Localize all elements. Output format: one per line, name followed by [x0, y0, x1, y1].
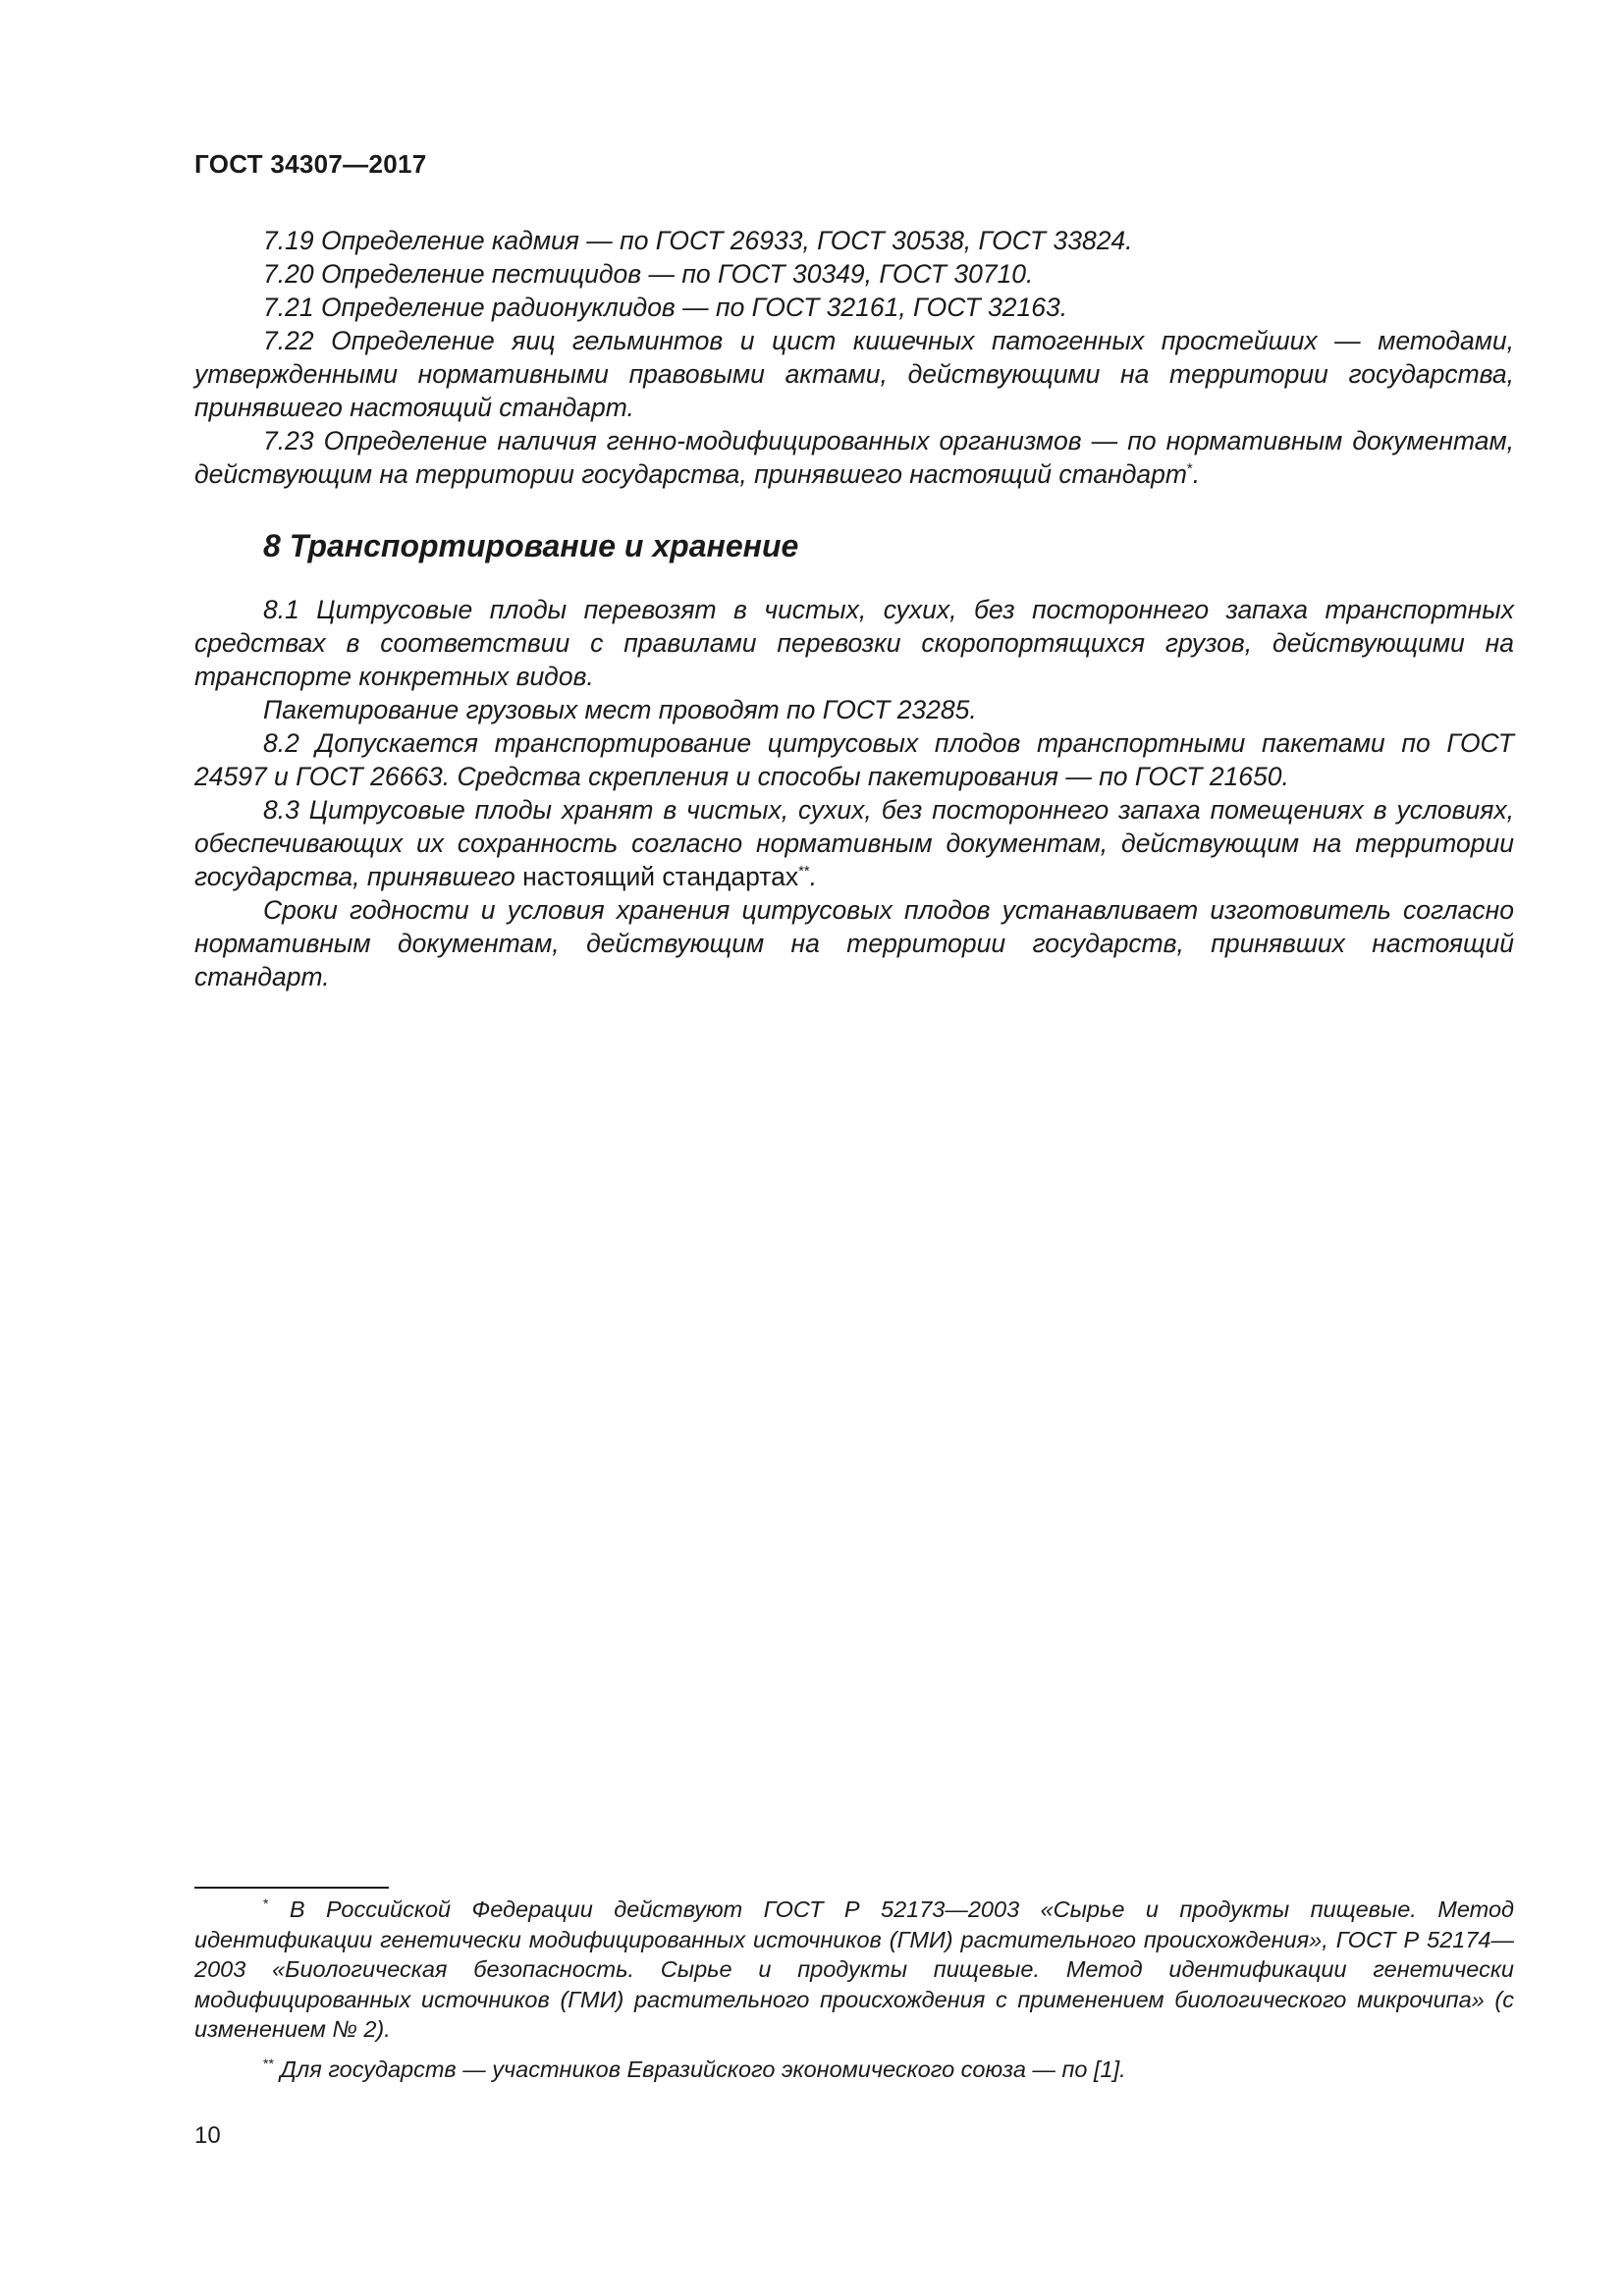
footnote-1-mark: * — [263, 1896, 269, 1912]
footnote-1 — [194, 1895, 1514, 2045]
clause-8-1-packaging: Пакетирование грузовых мест проводят по ГОСТ 23285. — [263, 695, 977, 724]
clause-7-22: 7.22 Определение яиц гельминтов и цист кишечных патогенных простейших — методами, утвержденными нормативными правовыми актами, действующими на территории государства, принявшего настоящий стандарт. — [194, 326, 1514, 422]
footnote-2 — [194, 2055, 1514, 2085]
clause-7-23 — [194, 424, 1514, 491]
section-8-body — [194, 593, 1514, 993]
footnote-divider — [194, 1887, 389, 1889]
footnote-1-text: В Российской Федерации действуют ГОСТ Р 52173—2003 «Сырье и продукты пищевые. Метод идентификации генетически модифицированных источников (ГМИ) растительного происхождения», ГОСТ Р 52174—2003 «Биологическая безопасность. Сырье и продукты пищевые. Метод идентификации генетически модифицированных источников (ГМИ) растительного происхождения с применением биологического микрочипа» (с изменением № 2). — [194, 1896, 1514, 2042]
clause-8-3-upright-text: настоящий стандартах — [514, 862, 799, 891]
footnote-2-mark: ** — [263, 2055, 274, 2071]
clause-8-3-shelf-life: Сроки годности и условия хранения цитрусовых плодов устанавливает изготовитель согласно нормативным документам, действующим на территории государств, принявших настоящий стандарт. — [194, 895, 1514, 991]
clause-8-3 — [194, 793, 1514, 893]
page-number: 10 — [194, 2122, 221, 2149]
section-8-heading: 8 Транспортирование и хранение — [263, 528, 799, 563]
clause-7-19: 7.19 Определение кадмия — по ГОСТ 26933, ГОСТ 30538, ГОСТ 33824. — [263, 226, 1133, 255]
clause-7-20: 7.20 Определение пестицидов — по ГОСТ 30349, ГОСТ 30710. — [263, 259, 1034, 289]
clause-7-23-text: 7.23 Определение наличия генно-модифицированных организмов — по нормативным документам, действующим на территории государства, принявшего настоящий стандарт — [194, 426, 1514, 489]
footnote-2-text: Для государств — участников Евразийского экономического союза — по [1]. — [273, 2056, 1126, 2082]
clause-8-3-tail: . — [809, 862, 818, 891]
document-code-header: ГОСТ 34307—2017 — [194, 149, 427, 179]
clause-8-3-text: 8.3 Цитрусовые плоды хранят в чистых, сухих, без постороннего запаха помещениях в условиях, обеспечивающих их сохранность согласно нормативным документам, действующим на территории государства, принявшего — [194, 795, 1514, 891]
clause-8-1: 8.1 Цитрусовые плоды перевозят в чистых, сухих, без постороннего запаха транспортных средствах в соответствии с правилами перевозки скоропортящихся грузов, действующими на транспорте конкретных видов. — [194, 595, 1514, 691]
section-7-continuation — [194, 224, 1514, 491]
clause-7-23-tail: . — [1192, 459, 1201, 489]
clause-7-21: 7.21 Определение радионуклидов — по ГОСТ 32161, ГОСТ 32163. — [263, 293, 1068, 322]
footnote-ref-1: * — [1186, 460, 1193, 478]
clause-8-2: 8.2 Допускается транспортирование цитрусовых плодов транспортными пакетами по ГОСТ 24597 и ГОСТ 26663. Средства скрепления и способы пакетирования — по ГОСТ 21650. — [194, 728, 1514, 791]
footnotes — [194, 1895, 1514, 2094]
footnote-ref-2: ** — [798, 863, 810, 881]
